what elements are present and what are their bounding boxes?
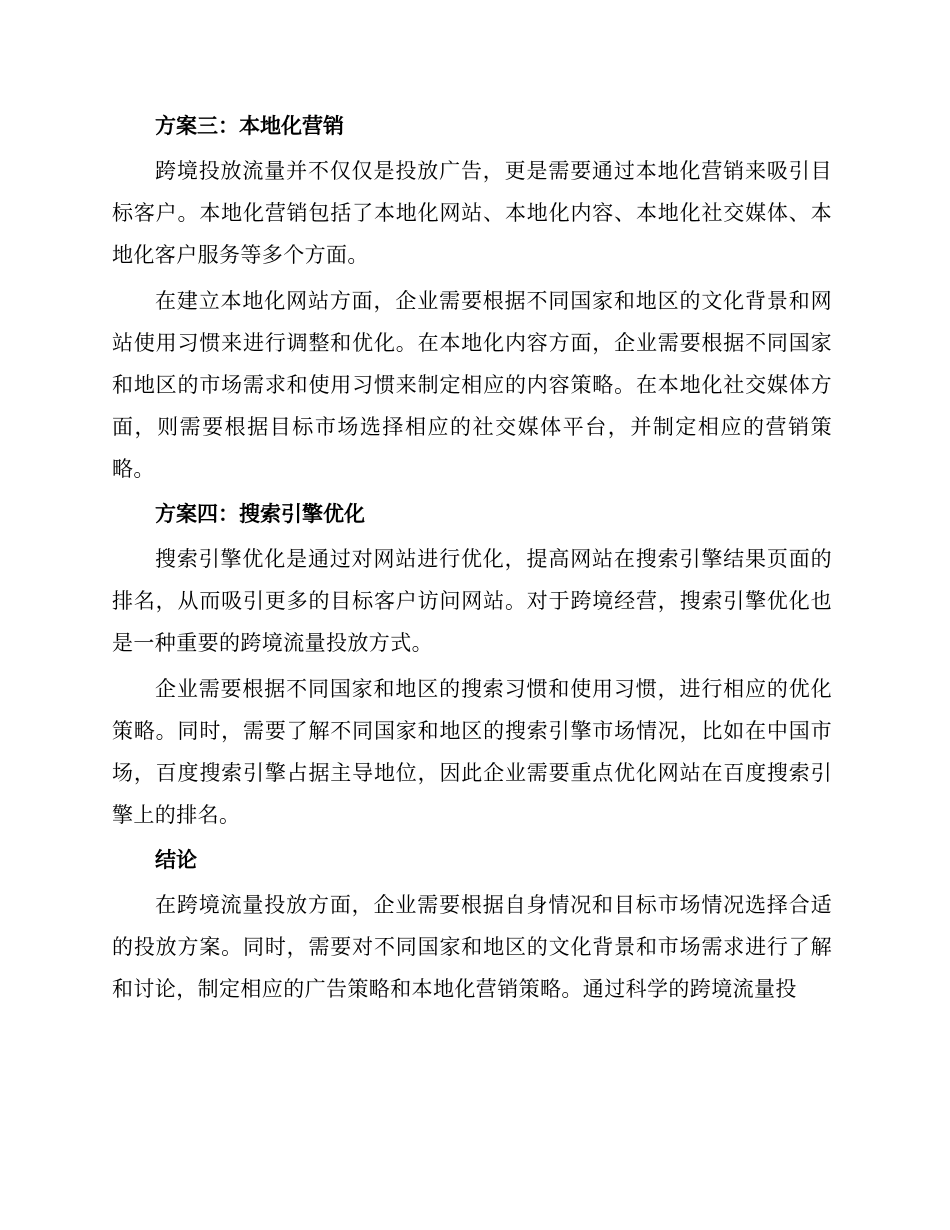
paragraph: 在建立本地化网站方面，企业需要根据不同国家和地区的文化背景和网站使用习惯来进行调整和优化。在本地化内容方面，企业需要根据不同国家和地区的市场需求和使用习惯来制定相应的内容策略。在本地化社交媒体方面，则需要根据目标市场选择相应的社交媒体平台，并制定相应的营销策略。 — [112, 289, 832, 481]
paragraph: 在跨境流量投放方面，企业需要根据自身情况和目标市场情况选择合适的投放方案。同时，需要对不同国家和地区的文化背景和市场需求进行了解和讨论，制定相应的广告策略和本地化营销策略。通过科学的跨境流量投 — [112, 893, 832, 1001]
paragraph: 跨境投放流量并不仅仅是投放广告，更是需要通过本地化营销来吸引目标客户。本地化营销包括了本地化网站、本地化内容、本地化社交媒体、本地化客户服务等多个方面。 — [112, 159, 832, 267]
section-conclusion — [112, 840, 832, 1010]
section-heading: 方案四：搜索引擎优化 — [155, 502, 365, 526]
section-seo — [112, 494, 832, 836]
section-localized-marketing — [112, 106, 832, 490]
paragraph: 企业需要根据不同国家和地区的搜索习惯和使用习惯，进行相应的优化策略。同时，需要了解不同国家和地区的搜索引擎市场情况，比如在中国市场，百度搜索引擎占据主导地位，因此企业需要重点优化网站在百度搜索引擎上的排名。 — [112, 677, 832, 827]
paragraph: 搜索引擎优化是通过对网站进行优化，提高网站在搜索引擎结果页面的排名，从而吸引更多的目标客户访问网站。对于跨境经营，搜索引擎优化也是一种重要的跨境流量投放方式。 — [112, 547, 832, 655]
document-page — [112, 106, 832, 1014]
section-heading: 方案三：本地化营销 — [155, 114, 344, 138]
section-heading: 结论 — [155, 848, 197, 872]
